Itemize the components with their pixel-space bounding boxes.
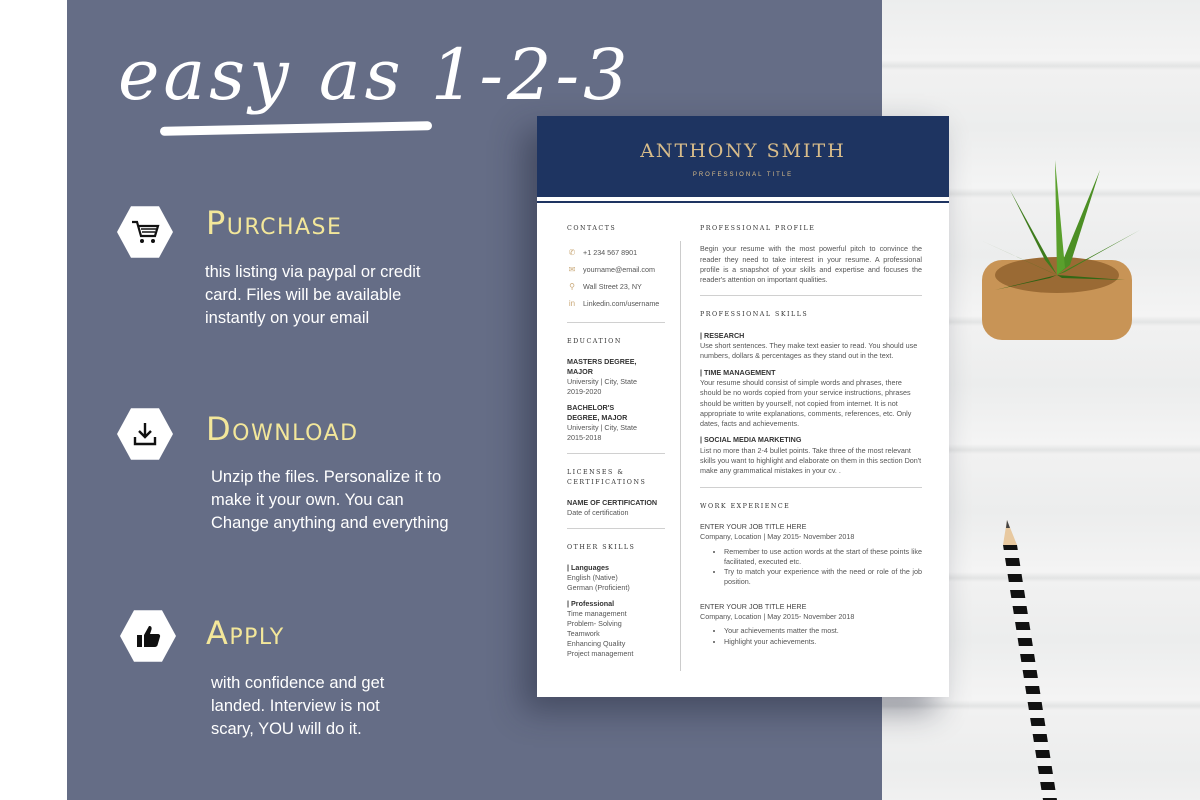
linkedin-icon: in — [568, 298, 576, 308]
skill-text: Use short sentences. They make text easier to read. You should use numbers, dollars & percentages as they stand out in the text. — [700, 341, 918, 361]
divider — [700, 295, 922, 296]
skill-text: List no more than 2-4 bullet points. Take three of the most relevant skills you want to highlight and elaborate on them in this section Don't make any grammatical mistakes in your cv. . — [700, 445, 922, 476]
headline: easy as 1-2-3 — [118, 34, 632, 116]
education-school: University | City, State — [567, 423, 638, 432]
licenses-heading: LICENSES & CERTIFICATIONS — [567, 469, 647, 486]
resume-left-column — [567, 224, 665, 659]
pencil-decoration — [995, 510, 1075, 800]
professional-heading: | Professional — [567, 599, 615, 608]
profile-heading: PROFESSIONAL PROFILE — [700, 225, 816, 232]
contact-linkedin — [567, 295, 665, 312]
certification-name: NAME OF CERTIFICATION — [567, 498, 658, 507]
job-title: ENTER YOUR JOB TITLE HERE — [700, 601, 807, 611]
job-bullet: • Highlight your achievements. — [724, 637, 922, 647]
skill-title: | SOCIAL MEDIA MARKETING — [700, 435, 802, 445]
other-skills-heading: OTHER SKILLS — [567, 544, 636, 551]
job-company: Company, Location | May 2015- November 2018 — [700, 532, 855, 542]
column-divider — [680, 241, 681, 671]
contact-email — [567, 261, 665, 278]
contact-phone — [567, 244, 665, 261]
contact-email-text: yourname@email.com — [583, 264, 656, 274]
education-heading: EDUCATION — [567, 338, 622, 345]
location-icon: ⚲ — [569, 281, 575, 291]
mail-icon: ✉ — [568, 264, 576, 274]
contact-location-text: Wall Street 23, NY — [583, 281, 642, 291]
step-title-purchase: Purchase — [206, 204, 343, 242]
header-rule — [537, 201, 949, 203]
resume-name: ANTHONY SMITH — [640, 140, 846, 162]
phone-icon: ✆ — [568, 247, 576, 257]
professional-list: Time management Problem- Solving Teamwork Enhancing Quality Project management — [567, 609, 634, 658]
contact-phone-text: +1 234 567 8901 — [583, 247, 638, 257]
step-text-download: Unzip the files. Personalize it to make it your own. You can Change anything and everything — [211, 468, 449, 532]
step-title-apply: Apply — [206, 614, 285, 652]
languages-heading: | Languages — [567, 563, 609, 572]
job-bullet: • Your achievements matter the most. — [724, 626, 922, 636]
work-heading: WORK EXPERIENCE — [700, 502, 791, 510]
resume-title: PROFESSIONAL TITLE — [692, 172, 794, 178]
job-bullets — [712, 547, 922, 588]
languages-list: English (Native) German (Proficient) — [567, 573, 630, 592]
step-title-download: Download — [206, 410, 359, 448]
contacts-heading: CONTACTS — [567, 225, 617, 232]
skill-text: Your resume should consist of simple words and phrases, there should be no words copied from your service instructions, phrases should be written by yourself, not copied from internet. It is not appropriate to write explanations, comments, references, etc. Only dates, facts and achievements. — [700, 377, 912, 429]
job-company: Company, Location | May 2015- November 2018 — [700, 612, 855, 622]
skill-title: | RESEARCH — [700, 330, 745, 340]
skills-heading: PROFESSIONAL SKILLS — [700, 311, 809, 319]
job-title: ENTER YOUR JOB TITLE HERE — [700, 521, 807, 531]
divider — [567, 528, 665, 529]
job-bullet: • Remember to use action words at the start of these points like facilitated, executed etc. — [724, 547, 922, 568]
education-years: 2015-2018 — [567, 433, 602, 442]
skill-title: | TIME MANAGEMENT — [700, 367, 776, 377]
education-years: 2019-2020 — [567, 387, 602, 396]
profile-text: Begin your resume with the most powerful pitch to convince the reader they need to take interest in your resume. A professional profile is a snapshot of your skills and expertise and focuses the reader's attention on important qualities. — [700, 244, 922, 285]
contact-location — [567, 278, 665, 295]
certification-date: Date of certification — [567, 508, 629, 517]
step-text-purchase: this listing via paypal or credit card. Files will be available instantly on your email — [205, 263, 421, 327]
resume-header — [537, 116, 949, 197]
divider — [700, 487, 922, 488]
resume-right-column — [700, 224, 922, 647]
divider — [567, 453, 665, 454]
contact-linkedin-text: Linkedin.com/username — [583, 298, 660, 308]
plant-decoration — [950, 150, 1170, 350]
education-degree: BACHELOR'S DEGREE, MAJOR — [567, 403, 628, 422]
education-school: University | City, State — [567, 377, 638, 386]
job-bullets — [712, 626, 922, 647]
divider — [567, 322, 665, 323]
step-text-apply: with confidence and get landed. Interview is not scary, YOU will do it. — [211, 674, 385, 738]
resume-preview — [537, 116, 949, 697]
education-degree: MASTERS DEGREE, MAJOR — [567, 357, 637, 376]
job-bullet: • Try to match your experience with the need or role of the job position. — [724, 567, 922, 588]
